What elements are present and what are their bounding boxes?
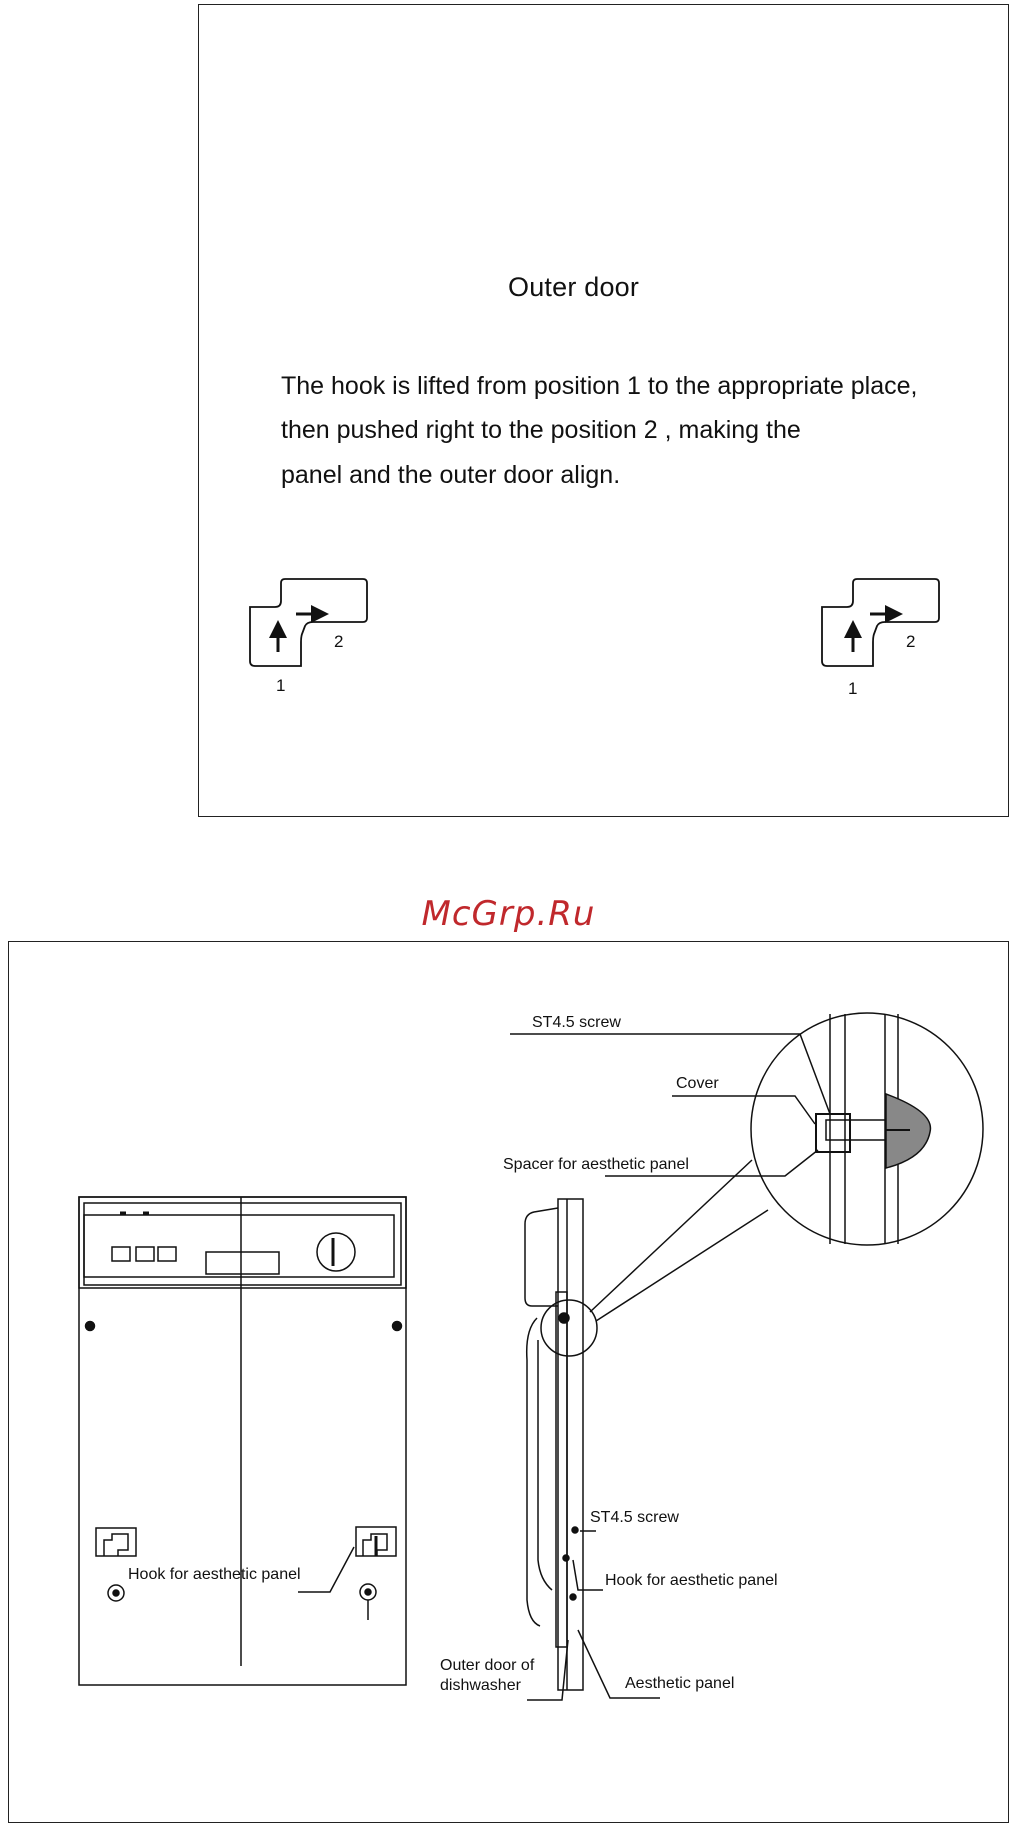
panel-title: Outer door bbox=[508, 272, 640, 302]
position-1-label-right: 1 bbox=[848, 679, 858, 698]
position-2-label-right: 2 bbox=[906, 632, 916, 651]
label-aesthetic-panel: Aesthetic panel bbox=[625, 1675, 735, 1692]
watermark: McGrp.Ru bbox=[421, 894, 596, 934]
hook-slot-right bbox=[822, 579, 939, 666]
label-hook-side: Hook for aesthetic panel bbox=[605, 1572, 778, 1589]
label-hook-front: Hook for aesthetic panel bbox=[128, 1566, 301, 1583]
label-st45-screw-side: ST4.5 screw bbox=[590, 1509, 679, 1526]
hook-slot-left bbox=[250, 579, 367, 666]
label-outer-door-2: dishwasher bbox=[440, 1677, 521, 1694]
instruction-line-3: panel and the outer door align. bbox=[281, 461, 621, 489]
label-cover: Cover bbox=[676, 1075, 719, 1092]
position-1-label-left: 1 bbox=[276, 676, 286, 695]
label-st45-screw-top: ST4.5 screw bbox=[532, 1014, 621, 1031]
label-spacer: Spacer for aesthetic panel bbox=[503, 1156, 689, 1173]
position-2-label-left: 2 bbox=[334, 632, 344, 651]
instruction-line-2: then pushed right to the position 2 , making the bbox=[281, 416, 801, 444]
label-outer-door-1: Outer door of bbox=[440, 1657, 535, 1674]
instruction-line-1: The hook is lifted from position 1 to the appropriate place, bbox=[281, 372, 918, 400]
